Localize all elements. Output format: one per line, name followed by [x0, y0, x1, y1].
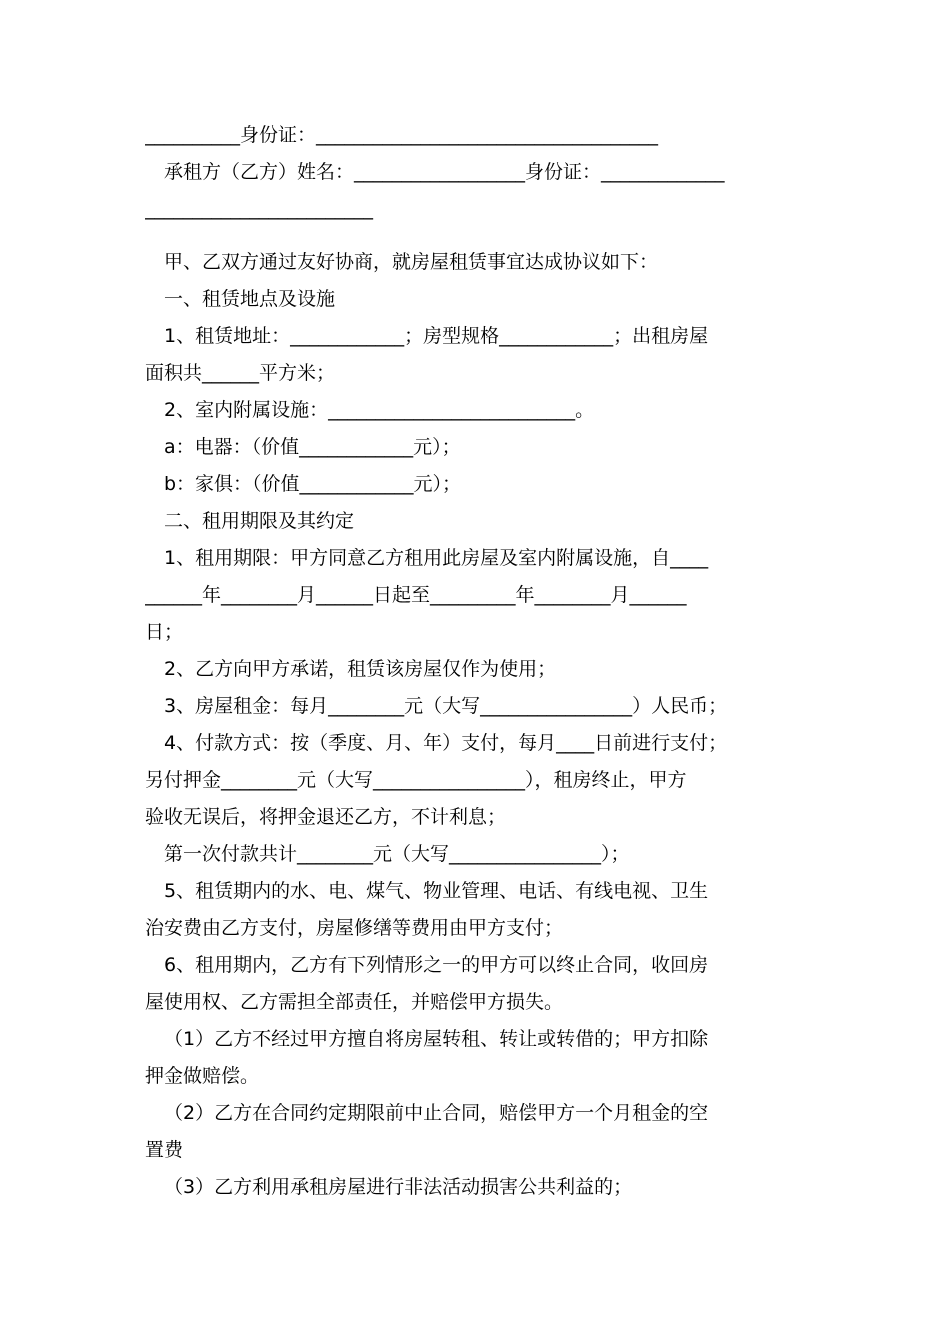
tenant-id-continuation: ________________________	[145, 198, 373, 220]
clause-rent: 3、房屋租金：每月________元（大写________________）人民币；	[164, 695, 728, 717]
section-heading-location: 一、租赁地点及设施	[164, 288, 336, 310]
clause-sublet: （1）乙方不经过甲方擅自将房屋转租、转让或转借的；甲方扣除	[164, 1028, 709, 1050]
clause-termination: 6、租用期内，乙方有下列情形之一的甲方可以终止合同，收回房	[164, 954, 709, 976]
tenant-name-line: 承租方（乙方）姓名：__________________身份证：_____________	[164, 161, 725, 183]
clause-appliances: a：电器：（价值____________元）；	[164, 436, 461, 458]
clause-illegal-use: （3）乙方利用承租房屋进行非法活动损害公共利益的；	[164, 1176, 633, 1198]
clause-early-termination: （2）乙方在合同约定期限前中止合同，赔偿甲方一个月租金的空	[164, 1102, 709, 1124]
agreement-intro: 甲、乙双方通过友好协商，就房屋租赁事宜达成协议如下：	[164, 251, 659, 273]
clause-term-dates: ______年________月______日起至_________年________月______	[145, 584, 687, 606]
clause-facilities: 2、室内附属设施：__________________________。	[164, 399, 595, 421]
clause-deposit: 另付押金________元（大写________________），租房终止，甲方	[145, 769, 687, 791]
clause-sublet-cont: 押金做赔偿。	[145, 1065, 260, 1087]
clause-utilities: 5、租赁期内的水、电、煤气、物业管理、电话、有线电视、卫生	[164, 880, 709, 902]
clause-area: 面积共______平方米；	[145, 362, 336, 384]
clause-usage: 2、乙方向甲方承诺，租赁该房屋仅作为使用；	[164, 658, 557, 680]
spacer	[145, 228, 810, 244]
clause-early-termination-cont: 置费	[145, 1139, 184, 1161]
section-heading-term: 二、租用期限及其约定	[164, 510, 355, 532]
clause-term: 1、租用期限：甲方同意乙方租用此房屋及室内附属设施，自____	[164, 547, 709, 569]
clause-payment: 4、付款方式：按（季度、月、年）支付，每月____日前进行支付；	[164, 732, 728, 754]
clause-furniture: b：家俱：（价值____________元）；	[164, 473, 462, 495]
clause-utilities-cont: 治安费由乙方支付，房屋修缮等费用由甲方支付；	[145, 917, 564, 939]
id-number-line: __________身份证：____________________________________	[145, 124, 659, 146]
document-page	[145, 117, 810, 1206]
clause-termination-cont: 屋使用权、乙方需担全部责任，并赔偿甲方损失。	[145, 991, 564, 1013]
clause-term-end: 日；	[145, 621, 184, 643]
clause-deposit-return: 验收无误后，将押金退还乙方，不计利息；	[145, 806, 507, 828]
clause-first-payment: 第一次付款共计________元（大写________________）；	[164, 843, 630, 865]
clause-address: 1、租赁地址：____________；房型规格____________；出租房屋	[164, 325, 709, 347]
